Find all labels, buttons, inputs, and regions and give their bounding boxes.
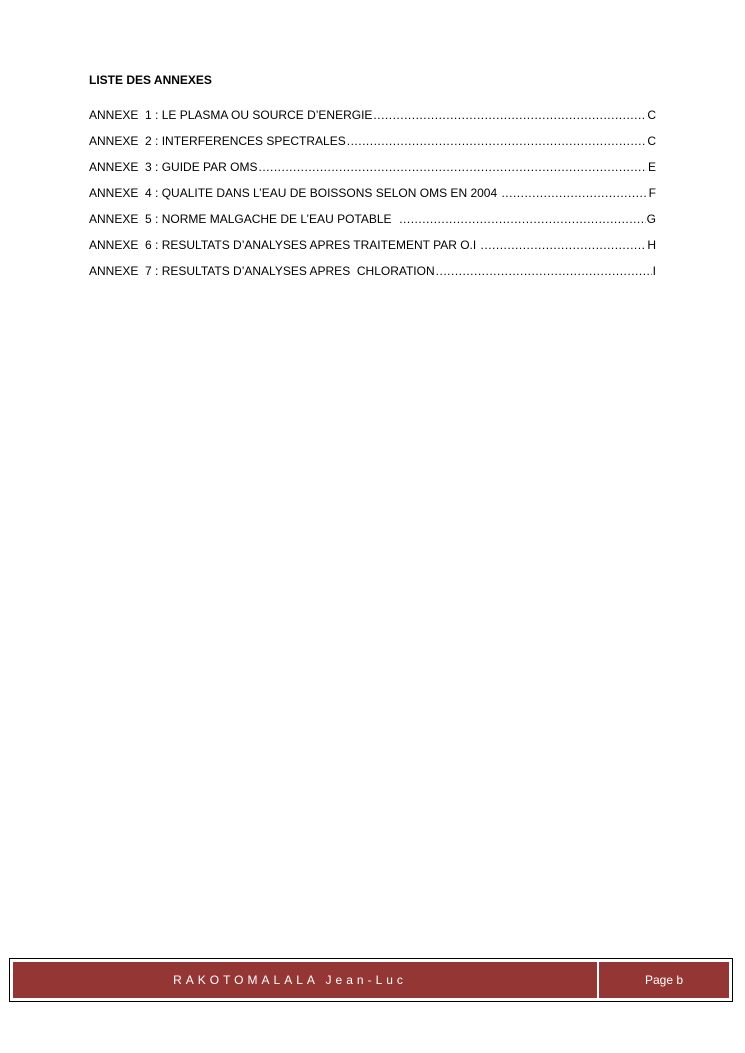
annex-entry-label: ANNEXE 7 : RESULTATS D’ANALYSES APRES CHLORATION <box>89 264 435 278</box>
dot-leader <box>481 238 647 252</box>
dot-leader <box>399 212 645 226</box>
dot-leader <box>436 264 652 278</box>
annex-entry-label: ANNEXE 4 : QUALITE DANS L’EAU DE BOISSONS SELON OMS EN 2004 <box>89 186 501 200</box>
page-title: LISTE DES ANNEXES <box>89 73 212 87</box>
annex-entry-page: H <box>647 238 656 252</box>
annex-entry-page: I <box>652 264 656 278</box>
annex-entry-page: C <box>647 108 656 122</box>
annex-entry-label: ANNEXE 6 : RESULTATS D’ANALYSES APRES TRAITEMENT PAR O.I <box>89 238 480 252</box>
annex-entry-1[interactable] <box>89 108 656 134</box>
annex-entry-5[interactable] <box>89 212 656 238</box>
annex-entry-page: C <box>647 134 656 148</box>
annex-entry-label: ANNEXE 2 : INTERFERENCES SPECTRALES <box>89 134 346 148</box>
annex-entry-2[interactable] <box>89 134 656 160</box>
annex-entry-label: ANNEXE 1 : LE PLASMA OU SOURCE D’ENERGIE <box>89 108 373 122</box>
footer-page-number: Page b <box>599 962 729 998</box>
annex-list <box>89 108 656 290</box>
annex-entry-3[interactable] <box>89 160 656 186</box>
annex-entry-page: F <box>648 186 656 200</box>
annex-entry-page: G <box>646 212 656 226</box>
annex-entry-page: E <box>647 160 656 174</box>
dot-leader <box>373 108 646 122</box>
dot-leader <box>501 186 647 200</box>
page-footer <box>9 958 733 1002</box>
dot-leader <box>258 160 647 174</box>
footer-author: RAKOTOMALALA Jean-Luc <box>13 962 597 998</box>
annex-entry-label: ANNEXE 3 : GUIDE PAR OMS <box>89 160 258 174</box>
dot-leader <box>347 134 647 148</box>
annex-entry-4[interactable] <box>89 186 656 212</box>
annex-entry-6[interactable] <box>89 238 656 264</box>
annex-entry-7[interactable] <box>89 264 656 290</box>
annex-entry-label: ANNEXE 5 : NORME MALGACHE DE L’EAU POTABLE <box>89 212 399 226</box>
